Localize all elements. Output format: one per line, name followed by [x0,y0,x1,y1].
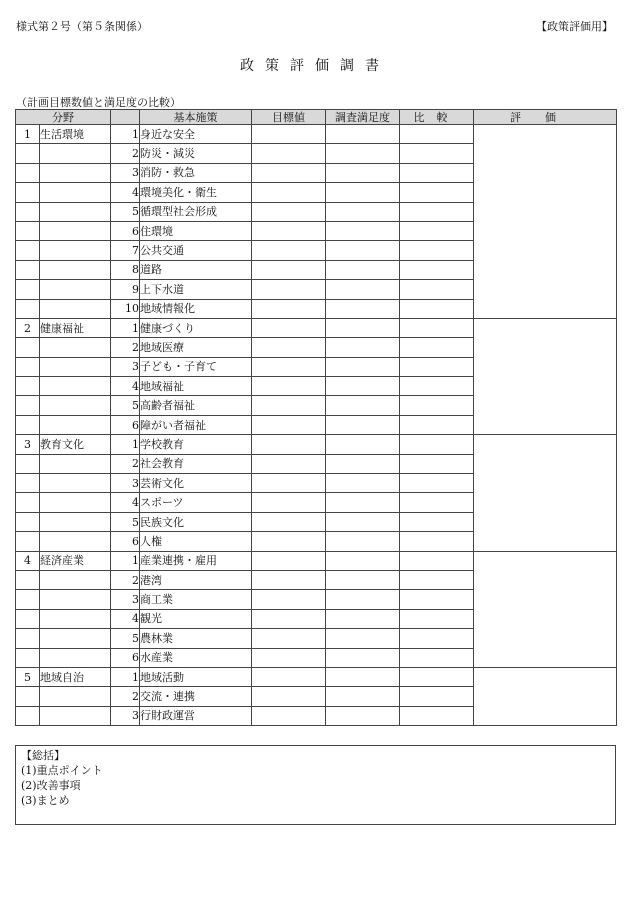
satisfaction-cell[interactable] [326,706,400,725]
policy-number: 2 [111,570,140,589]
category-name-cell [40,144,111,163]
target-value-cell[interactable] [252,570,326,589]
policy-name: 道路 [140,260,252,279]
satisfaction-cell[interactable] [326,667,400,686]
policy-number: 4 [111,493,140,512]
table-row [16,667,617,686]
category-number-cell [16,415,40,434]
category-name: 経済産業 [40,551,111,570]
category-number-cell [16,706,40,725]
comparison-cell[interactable] [400,125,474,144]
table-row [16,435,617,454]
table-row [16,551,617,570]
policy-name: 地域医療 [140,338,252,357]
target-value-cell[interactable] [252,648,326,667]
comparison-cell[interactable] [400,202,474,221]
category-name-cell [40,202,111,221]
comparison-cell[interactable] [400,532,474,551]
policy-number: 2 [111,454,140,473]
comparison-cell[interactable] [400,396,474,415]
comparison-cell[interactable] [400,590,474,609]
policy-name: 健康づくり [140,318,252,337]
comparison-cell[interactable] [400,221,474,240]
satisfaction-cell[interactable] [326,532,400,551]
category-number-cell [16,396,40,415]
category-name: 健康福祉 [40,318,111,337]
category-number-cell [16,144,40,163]
document-title: 政策評価調書 [240,58,390,74]
category-name: 地域自治 [40,667,111,686]
category-name-cell [40,396,111,415]
policy-name: 人権 [140,532,252,551]
policy-name: 産業連携・雇用 [140,551,252,570]
summary-title: 【総括】 [21,749,65,762]
category-name-cell [40,629,111,648]
category-name-cell [40,687,111,706]
comparison-cell[interactable] [400,357,474,376]
category-number-cell [16,299,40,318]
category-name-cell [40,357,111,376]
satisfaction-cell[interactable] [326,202,400,221]
col-header-comparison: 比較 [400,110,474,125]
policy-name: 公共交通 [140,241,252,260]
comparison-cell[interactable] [400,629,474,648]
target-value-cell[interactable] [252,493,326,512]
col-header-target-value: 目標値 [252,110,326,125]
policy-name: 地域活動 [140,667,252,686]
policy-name: 港湾 [140,570,252,589]
policy-number: 1 [111,435,140,454]
col-header-basic-policy: 基本施策 [140,110,252,125]
policy-number: 5 [111,512,140,531]
summary-line-conclusion: (3)まとめ [21,794,70,807]
table-row [16,318,617,337]
category-name-cell [40,512,111,531]
comparison-cell[interactable] [400,667,474,686]
policy-name: 民族文化 [140,512,252,531]
policy-name: 子ども・子育て [140,357,252,376]
comparison-cell[interactable] [400,318,474,337]
comparison-cell[interactable] [400,474,474,493]
comparison-cell[interactable] [400,551,474,570]
comparison-cell[interactable] [400,609,474,628]
policy-name: 環境美化・衛生 [140,183,252,202]
category-number: 3 [16,435,40,454]
category-name-cell [40,377,111,396]
category-number-cell [16,512,40,531]
target-value-cell[interactable] [252,299,326,318]
policy-number: 6 [111,221,140,240]
category-number-cell [16,260,40,279]
policy-number: 1 [111,125,140,144]
policy-number: 3 [111,590,140,609]
evaluation-cell[interactable] [474,125,617,319]
target-value-cell[interactable] [252,357,326,376]
category-number: 4 [16,551,40,570]
category-name-cell [40,493,111,512]
policy-number: 2 [111,687,140,706]
category-number-cell [16,163,40,182]
col-header-field: 分野 [16,110,111,125]
policy-number: 4 [111,377,140,396]
category-number-cell [16,570,40,589]
category-number-cell [16,609,40,628]
evaluation-table [15,109,617,726]
satisfaction-cell[interactable] [326,377,400,396]
summary-line-improvements: (2)改善事項 [21,779,81,792]
target-value-cell[interactable] [252,241,326,260]
satisfaction-cell[interactable] [326,609,400,628]
category-number-cell [16,590,40,609]
category-name-cell [40,338,111,357]
evaluation-cell[interactable] [474,435,617,551]
satisfaction-cell[interactable] [326,648,400,667]
table-row [16,125,617,144]
target-value-cell[interactable] [252,532,326,551]
policy-number: 1 [111,318,140,337]
section-label: （計画目標数値と満足度の比較） [16,96,181,109]
comparison-cell[interactable] [400,570,474,589]
satisfaction-cell[interactable] [326,125,400,144]
policy-name: 消防・救急 [140,163,252,182]
category-name-cell [40,474,111,493]
satisfaction-cell[interactable] [326,357,400,376]
category-number-cell [16,687,40,706]
comparison-cell[interactable] [400,241,474,260]
category-number-cell [16,474,40,493]
target-value-cell[interactable] [252,706,326,725]
policy-name: 交流・連携 [140,687,252,706]
target-value-cell[interactable] [252,590,326,609]
target-value-cell[interactable] [252,163,326,182]
category-name-cell [40,280,111,299]
col-header-satisfaction: 調査満足度 [326,110,400,125]
target-value-cell[interactable] [252,512,326,531]
category-name-cell [40,221,111,240]
policy-name: 地域情報化 [140,299,252,318]
category-name-cell [40,299,111,318]
satisfaction-cell[interactable] [326,629,400,648]
category-number-cell [16,241,40,260]
policy-number: 4 [111,609,140,628]
target-value-cell[interactable] [252,415,326,434]
target-value-cell[interactable] [252,435,326,454]
policy-number: 5 [111,202,140,221]
category-number-cell [16,648,40,667]
policy-name: 住環境 [140,221,252,240]
policy-name: 芸術文化 [140,474,252,493]
satisfaction-cell[interactable] [326,454,400,473]
target-value-cell[interactable] [252,318,326,337]
satisfaction-cell[interactable] [326,551,400,570]
target-value-cell[interactable] [252,551,326,570]
target-value-cell[interactable] [252,280,326,299]
category-name-cell [40,260,111,279]
comparison-cell[interactable] [400,706,474,725]
category-number-cell [16,493,40,512]
category-name-cell [40,532,111,551]
category-name: 生活環境 [40,125,111,144]
policy-number: 9 [111,280,140,299]
satisfaction-cell[interactable] [326,144,400,163]
category-number-cell [16,454,40,473]
evaluation-cell[interactable] [474,667,617,725]
comparison-cell[interactable] [400,648,474,667]
policy-name: 社会教育 [140,454,252,473]
form-number: 様式第２号（第５条関係） [16,20,148,33]
category-name-cell [40,706,111,725]
policy-name: 地域福祉 [140,377,252,396]
satisfaction-cell[interactable] [326,493,400,512]
category-number-cell [16,629,40,648]
satisfaction-cell[interactable] [326,396,400,415]
target-value-cell[interactable] [252,144,326,163]
policy-name: 行財政運営 [140,706,252,725]
policy-name: 学校教育 [140,435,252,454]
category-name-cell [40,415,111,434]
policy-name: 循環型社会形成 [140,202,252,221]
comparison-cell[interactable] [400,338,474,357]
evaluation-cell[interactable] [474,318,617,434]
comparison-cell[interactable] [400,163,474,182]
target-value-cell[interactable] [252,377,326,396]
header-row [16,110,617,125]
target-value-cell[interactable] [252,125,326,144]
category-name-cell [40,454,111,473]
satisfaction-cell[interactable] [326,299,400,318]
target-value-cell[interactable] [252,609,326,628]
policy-name: 水産業 [140,648,252,667]
target-value-cell[interactable] [252,454,326,473]
comparison-cell[interactable] [400,454,474,473]
category-number-cell [16,280,40,299]
category-name-cell [40,163,111,182]
policy-name: 上下水道 [140,280,252,299]
category-number-cell [16,377,40,396]
policy-number: 3 [111,474,140,493]
target-value-cell[interactable] [252,474,326,493]
category-number: 1 [16,125,40,144]
satisfaction-cell[interactable] [326,280,400,299]
comparison-cell[interactable] [400,183,474,202]
satisfaction-cell[interactable] [326,163,400,182]
category-name-cell [40,241,111,260]
comparison-cell[interactable] [400,377,474,396]
policy-name: 防災・減災 [140,144,252,163]
satisfaction-cell[interactable] [326,570,400,589]
satisfaction-cell[interactable] [326,590,400,609]
category-name-cell [40,590,111,609]
policy-number: 3 [111,357,140,376]
policy-number: 1 [111,551,140,570]
satisfaction-cell[interactable] [326,415,400,434]
satisfaction-cell[interactable] [326,260,400,279]
category-name-cell [40,648,111,667]
category-name-cell [40,183,111,202]
policy-name: 高齢者福祉 [140,396,252,415]
target-value-cell[interactable] [252,629,326,648]
category-name-cell [40,570,111,589]
satisfaction-cell[interactable] [326,512,400,531]
target-value-cell[interactable] [252,396,326,415]
policy-name: 農林業 [140,629,252,648]
category-number-cell [16,183,40,202]
comparison-cell[interactable] [400,415,474,434]
policy-number: 2 [111,144,140,163]
category-number-cell [16,202,40,221]
policy-name: 観光 [140,609,252,628]
summary-line-key-points: (1)重点ポイント [21,764,103,777]
target-value-cell[interactable] [252,202,326,221]
policy-number: 2 [111,338,140,357]
satisfaction-cell[interactable] [326,435,400,454]
comparison-cell[interactable] [400,299,474,318]
satisfaction-cell[interactable] [326,687,400,706]
policy-number: 6 [111,532,140,551]
comparison-cell[interactable] [400,512,474,531]
policy-number: 3 [111,706,140,725]
policy-name: 障がい者福祉 [140,415,252,434]
usage-label: 【政策評価用】 [536,20,613,33]
category-number-cell [16,338,40,357]
comparison-cell[interactable] [400,280,474,299]
policy-name: スポーツ [140,493,252,512]
target-value-cell[interactable] [252,338,326,357]
comparison-cell[interactable] [400,493,474,512]
policy-number: 10 [111,299,140,318]
satisfaction-cell[interactable] [326,338,400,357]
policy-name: 身近な安全 [140,125,252,144]
category-name: 教育文化 [40,435,111,454]
col-header-item-no [111,110,140,125]
comparison-cell[interactable] [400,144,474,163]
category-name-cell [40,609,111,628]
policy-number: 6 [111,415,140,434]
satisfaction-cell[interactable] [326,183,400,202]
satisfaction-cell[interactable] [326,474,400,493]
target-value-cell[interactable] [252,260,326,279]
comparison-cell[interactable] [400,435,474,454]
satisfaction-cell[interactable] [326,318,400,337]
policy-number: 7 [111,241,140,260]
satisfaction-cell[interactable] [326,241,400,260]
category-number-cell [16,532,40,551]
policy-number: 4 [111,183,140,202]
policy-number: 8 [111,260,140,279]
policy-number: 6 [111,648,140,667]
target-value-cell[interactable] [252,221,326,240]
category-number: 5 [16,667,40,686]
policy-name: 商工業 [140,590,252,609]
target-value-cell[interactable] [252,667,326,686]
comparison-cell[interactable] [400,260,474,279]
policy-number: 5 [111,396,140,415]
target-value-cell[interactable] [252,183,326,202]
category-number-cell [16,221,40,240]
category-number: 2 [16,318,40,337]
policy-number: 1 [111,667,140,686]
summary-box [15,745,616,825]
target-value-cell[interactable] [252,687,326,706]
policy-number: 3 [111,163,140,182]
evaluation-cell[interactable] [474,551,617,667]
col-header-evaluation: 評価 [474,110,617,125]
category-number-cell [16,357,40,376]
comparison-cell[interactable] [400,687,474,706]
policy-number: 5 [111,629,140,648]
satisfaction-cell[interactable] [326,221,400,240]
